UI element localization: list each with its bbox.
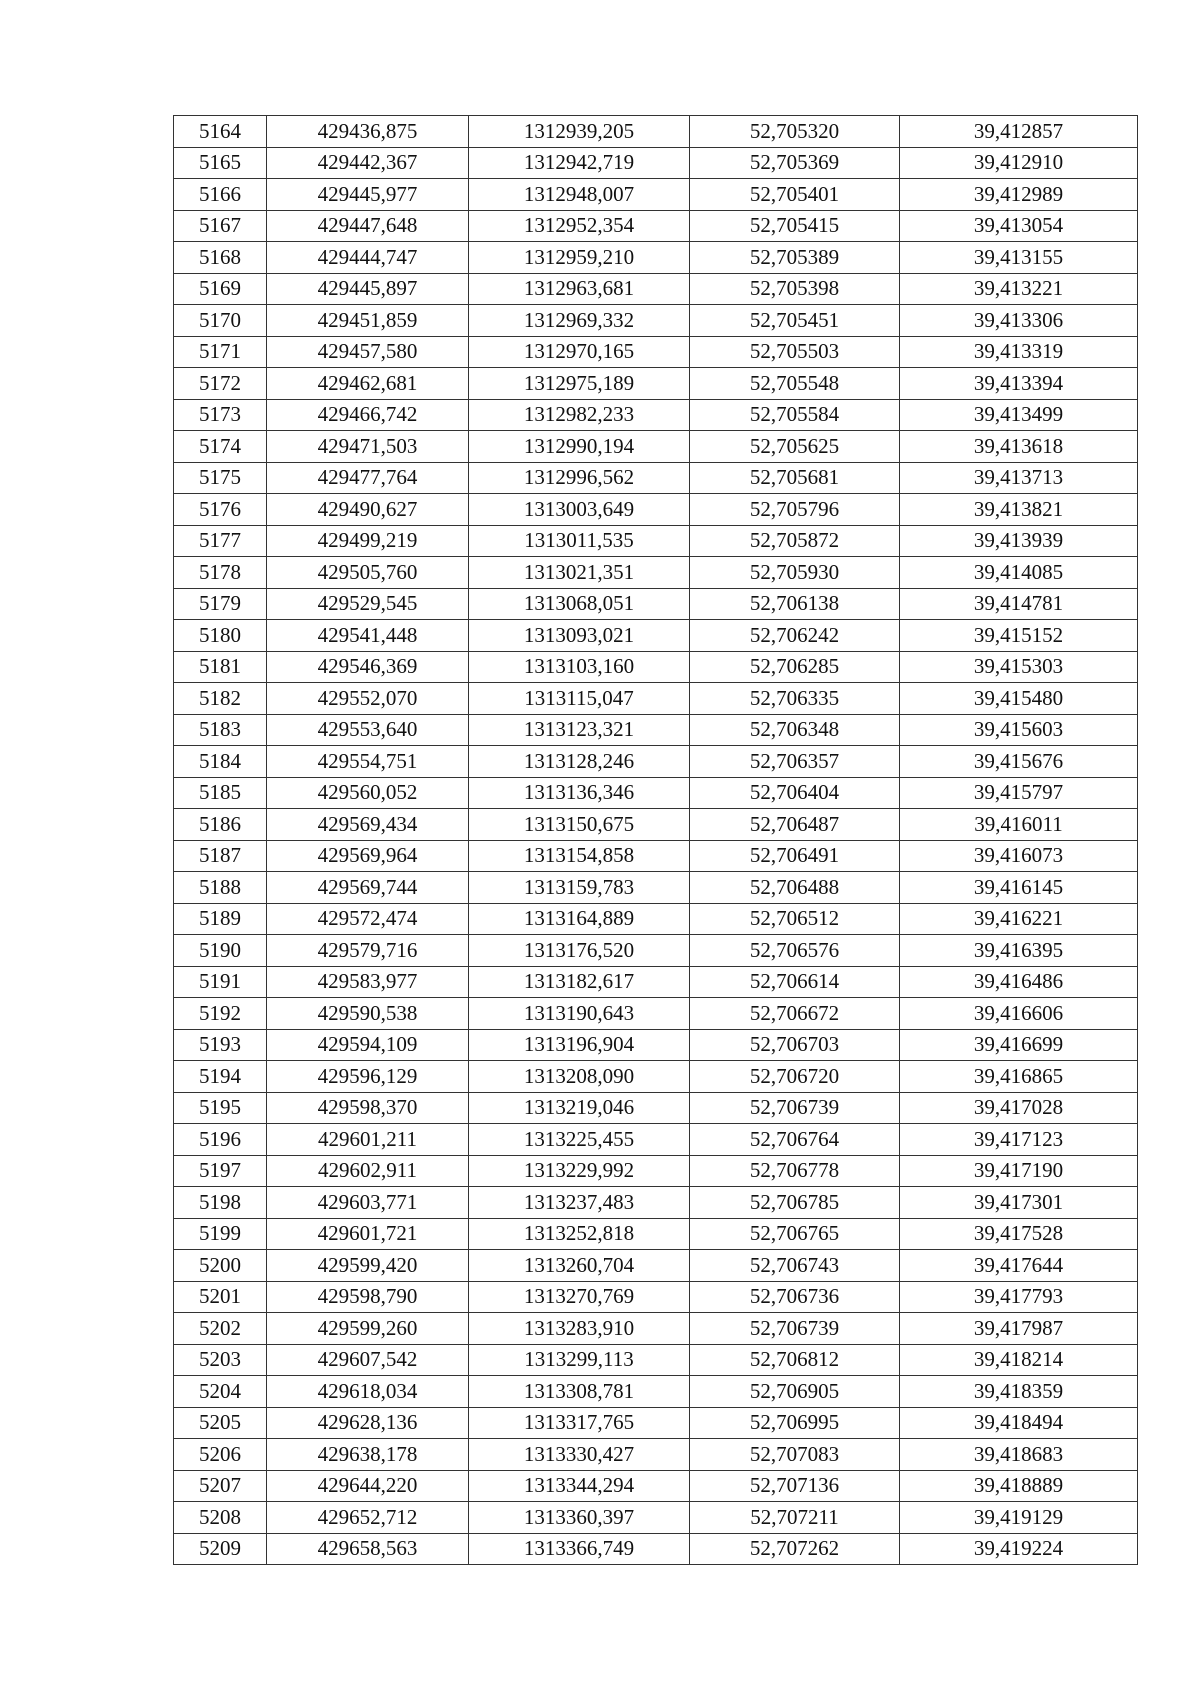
longitude-cell: 39,413618 bbox=[900, 431, 1138, 463]
table-row bbox=[174, 557, 1138, 589]
point-number-cell: 5193 bbox=[174, 1029, 267, 1061]
point-number-cell: 5180 bbox=[174, 620, 267, 652]
latitude-cell: 52,706736 bbox=[690, 1281, 900, 1313]
point-number-cell: 5166 bbox=[174, 179, 267, 211]
table-row bbox=[174, 840, 1138, 872]
table-row bbox=[174, 147, 1138, 179]
longitude-cell: 39,416606 bbox=[900, 998, 1138, 1030]
latitude-cell: 52,706488 bbox=[690, 872, 900, 904]
y-coordinate-cell: 1312942,719 bbox=[469, 147, 690, 179]
point-number-cell: 5204 bbox=[174, 1376, 267, 1408]
longitude-cell: 39,413499 bbox=[900, 399, 1138, 431]
y-coordinate-cell: 1313270,769 bbox=[469, 1281, 690, 1313]
y-coordinate-cell: 1313182,617 bbox=[469, 966, 690, 998]
longitude-cell: 39,418214 bbox=[900, 1344, 1138, 1376]
longitude-cell: 39,417793 bbox=[900, 1281, 1138, 1313]
y-coordinate-cell: 1313237,483 bbox=[469, 1187, 690, 1219]
table-row bbox=[174, 273, 1138, 305]
table-row bbox=[174, 525, 1138, 557]
y-coordinate-cell: 1313150,675 bbox=[469, 809, 690, 841]
longitude-cell: 39,416486 bbox=[900, 966, 1138, 998]
point-number-cell: 5186 bbox=[174, 809, 267, 841]
y-coordinate-cell: 1312982,233 bbox=[469, 399, 690, 431]
point-number-cell: 5196 bbox=[174, 1124, 267, 1156]
table-row bbox=[174, 1029, 1138, 1061]
y-coordinate-cell: 1313123,321 bbox=[469, 714, 690, 746]
point-number-cell: 5183 bbox=[174, 714, 267, 746]
y-coordinate-cell: 1313068,051 bbox=[469, 588, 690, 620]
table-row bbox=[174, 683, 1138, 715]
point-number-cell: 5205 bbox=[174, 1407, 267, 1439]
longitude-cell: 39,416221 bbox=[900, 903, 1138, 935]
y-coordinate-cell: 1312975,189 bbox=[469, 368, 690, 400]
latitude-cell: 52,706778 bbox=[690, 1155, 900, 1187]
y-coordinate-cell: 1313190,643 bbox=[469, 998, 690, 1030]
latitude-cell: 52,705681 bbox=[690, 462, 900, 494]
x-coordinate-cell: 429447,648 bbox=[267, 210, 469, 242]
x-coordinate-cell: 429603,771 bbox=[267, 1187, 469, 1219]
x-coordinate-cell: 429583,977 bbox=[267, 966, 469, 998]
point-number-cell: 5179 bbox=[174, 588, 267, 620]
table-row bbox=[174, 368, 1138, 400]
y-coordinate-cell: 1313103,160 bbox=[469, 651, 690, 683]
point-number-cell: 5189 bbox=[174, 903, 267, 935]
table-row bbox=[174, 336, 1138, 368]
longitude-cell: 39,413306 bbox=[900, 305, 1138, 337]
point-number-cell: 5197 bbox=[174, 1155, 267, 1187]
x-coordinate-cell: 429444,747 bbox=[267, 242, 469, 274]
latitude-cell: 52,706995 bbox=[690, 1407, 900, 1439]
point-number-cell: 5173 bbox=[174, 399, 267, 431]
y-coordinate-cell: 1313159,783 bbox=[469, 872, 690, 904]
y-coordinate-cell: 1313011,535 bbox=[469, 525, 690, 557]
table-row bbox=[174, 903, 1138, 935]
latitude-cell: 52,706576 bbox=[690, 935, 900, 967]
x-coordinate-cell: 429569,744 bbox=[267, 872, 469, 904]
point-number-cell: 5201 bbox=[174, 1281, 267, 1313]
latitude-cell: 52,705320 bbox=[690, 116, 900, 148]
longitude-cell: 39,417028 bbox=[900, 1092, 1138, 1124]
point-number-cell: 5181 bbox=[174, 651, 267, 683]
latitude-cell: 52,706348 bbox=[690, 714, 900, 746]
x-coordinate-cell: 429445,977 bbox=[267, 179, 469, 211]
table-row bbox=[174, 1092, 1138, 1124]
longitude-cell: 39,419129 bbox=[900, 1502, 1138, 1534]
latitude-cell: 52,705548 bbox=[690, 368, 900, 400]
x-coordinate-cell: 429569,964 bbox=[267, 840, 469, 872]
table-row bbox=[174, 431, 1138, 463]
point-number-cell: 5195 bbox=[174, 1092, 267, 1124]
y-coordinate-cell: 1313176,520 bbox=[469, 935, 690, 967]
longitude-cell: 39,418683 bbox=[900, 1439, 1138, 1471]
y-coordinate-cell: 1313093,021 bbox=[469, 620, 690, 652]
y-coordinate-cell: 1313021,351 bbox=[469, 557, 690, 589]
table-row bbox=[174, 1187, 1138, 1219]
point-number-cell: 5168 bbox=[174, 242, 267, 274]
table-row bbox=[174, 777, 1138, 809]
longitude-cell: 39,417123 bbox=[900, 1124, 1138, 1156]
table-row bbox=[174, 179, 1138, 211]
point-number-cell: 5206 bbox=[174, 1439, 267, 1471]
point-number-cell: 5191 bbox=[174, 966, 267, 998]
x-coordinate-cell: 429579,716 bbox=[267, 935, 469, 967]
y-coordinate-cell: 1313252,818 bbox=[469, 1218, 690, 1250]
point-number-cell: 5192 bbox=[174, 998, 267, 1030]
table-row bbox=[174, 998, 1138, 1030]
point-number-cell: 5203 bbox=[174, 1344, 267, 1376]
y-coordinate-cell: 1313360,397 bbox=[469, 1502, 690, 1534]
point-number-cell: 5208 bbox=[174, 1502, 267, 1534]
x-coordinate-cell: 429628,136 bbox=[267, 1407, 469, 1439]
x-coordinate-cell: 429652,712 bbox=[267, 1502, 469, 1534]
longitude-cell: 39,418359 bbox=[900, 1376, 1138, 1408]
longitude-cell: 39,413821 bbox=[900, 494, 1138, 526]
x-coordinate-cell: 429601,211 bbox=[267, 1124, 469, 1156]
table-row bbox=[174, 1533, 1138, 1565]
longitude-cell: 39,418494 bbox=[900, 1407, 1138, 1439]
x-coordinate-cell: 429466,742 bbox=[267, 399, 469, 431]
longitude-cell: 39,413939 bbox=[900, 525, 1138, 557]
longitude-cell: 39,416395 bbox=[900, 935, 1138, 967]
longitude-cell: 39,415152 bbox=[900, 620, 1138, 652]
coordinates-table bbox=[173, 115, 1138, 1565]
point-number-cell: 5194 bbox=[174, 1061, 267, 1093]
longitude-cell: 39,416073 bbox=[900, 840, 1138, 872]
longitude-cell: 39,416699 bbox=[900, 1029, 1138, 1061]
table-row bbox=[174, 1470, 1138, 1502]
point-number-cell: 5202 bbox=[174, 1313, 267, 1345]
y-coordinate-cell: 1313003,649 bbox=[469, 494, 690, 526]
x-coordinate-cell: 429572,474 bbox=[267, 903, 469, 935]
table-row bbox=[174, 588, 1138, 620]
y-coordinate-cell: 1312970,165 bbox=[469, 336, 690, 368]
table-row bbox=[174, 242, 1138, 274]
y-coordinate-cell: 1312963,681 bbox=[469, 273, 690, 305]
latitude-cell: 52,706764 bbox=[690, 1124, 900, 1156]
longitude-cell: 39,417528 bbox=[900, 1218, 1138, 1250]
point-number-cell: 5176 bbox=[174, 494, 267, 526]
x-coordinate-cell: 429477,764 bbox=[267, 462, 469, 494]
longitude-cell: 39,416145 bbox=[900, 872, 1138, 904]
y-coordinate-cell: 1313344,294 bbox=[469, 1470, 690, 1502]
y-coordinate-cell: 1312996,562 bbox=[469, 462, 690, 494]
longitude-cell: 39,414085 bbox=[900, 557, 1138, 589]
x-coordinate-cell: 429552,070 bbox=[267, 683, 469, 715]
table-row bbox=[174, 809, 1138, 841]
longitude-cell: 39,413713 bbox=[900, 462, 1138, 494]
table-row bbox=[174, 746, 1138, 778]
latitude-cell: 52,706404 bbox=[690, 777, 900, 809]
longitude-cell: 39,413319 bbox=[900, 336, 1138, 368]
longitude-cell: 39,417644 bbox=[900, 1250, 1138, 1282]
y-coordinate-cell: 1313260,704 bbox=[469, 1250, 690, 1282]
point-number-cell: 5207 bbox=[174, 1470, 267, 1502]
x-coordinate-cell: 429658,563 bbox=[267, 1533, 469, 1565]
y-coordinate-cell: 1312939,205 bbox=[469, 116, 690, 148]
x-coordinate-cell: 429553,640 bbox=[267, 714, 469, 746]
longitude-cell: 39,418889 bbox=[900, 1470, 1138, 1502]
x-coordinate-cell: 429560,052 bbox=[267, 777, 469, 809]
longitude-cell: 39,412910 bbox=[900, 147, 1138, 179]
longitude-cell: 39,416011 bbox=[900, 809, 1138, 841]
x-coordinate-cell: 429607,542 bbox=[267, 1344, 469, 1376]
x-coordinate-cell: 429569,434 bbox=[267, 809, 469, 841]
table-row bbox=[174, 1250, 1138, 1282]
latitude-cell: 52,706739 bbox=[690, 1313, 900, 1345]
latitude-cell: 52,706242 bbox=[690, 620, 900, 652]
y-coordinate-cell: 1313308,781 bbox=[469, 1376, 690, 1408]
point-number-cell: 5185 bbox=[174, 777, 267, 809]
longitude-cell: 39,417301 bbox=[900, 1187, 1138, 1219]
x-coordinate-cell: 429598,370 bbox=[267, 1092, 469, 1124]
table-row bbox=[174, 1502, 1138, 1534]
point-number-cell: 5171 bbox=[174, 336, 267, 368]
longitude-cell: 39,419224 bbox=[900, 1533, 1138, 1565]
y-coordinate-cell: 1312969,332 bbox=[469, 305, 690, 337]
point-number-cell: 5184 bbox=[174, 746, 267, 778]
table-row bbox=[174, 210, 1138, 242]
latitude-cell: 52,706285 bbox=[690, 651, 900, 683]
latitude-cell: 52,706739 bbox=[690, 1092, 900, 1124]
x-coordinate-cell: 429541,448 bbox=[267, 620, 469, 652]
latitude-cell: 52,705625 bbox=[690, 431, 900, 463]
point-number-cell: 5164 bbox=[174, 116, 267, 148]
x-coordinate-cell: 429596,129 bbox=[267, 1061, 469, 1093]
latitude-cell: 52,707136 bbox=[690, 1470, 900, 1502]
x-coordinate-cell: 429462,681 bbox=[267, 368, 469, 400]
latitude-cell: 52,705930 bbox=[690, 557, 900, 589]
longitude-cell: 39,414781 bbox=[900, 588, 1138, 620]
latitude-cell: 52,706905 bbox=[690, 1376, 900, 1408]
table-row bbox=[174, 305, 1138, 337]
x-coordinate-cell: 429554,751 bbox=[267, 746, 469, 778]
point-number-cell: 5172 bbox=[174, 368, 267, 400]
y-coordinate-cell: 1312952,354 bbox=[469, 210, 690, 242]
x-coordinate-cell: 429590,538 bbox=[267, 998, 469, 1030]
latitude-cell: 52,705369 bbox=[690, 147, 900, 179]
table-row bbox=[174, 1344, 1138, 1376]
longitude-cell: 39,415797 bbox=[900, 777, 1138, 809]
x-coordinate-cell: 429499,219 bbox=[267, 525, 469, 557]
y-coordinate-cell: 1313196,904 bbox=[469, 1029, 690, 1061]
x-coordinate-cell: 429594,109 bbox=[267, 1029, 469, 1061]
latitude-cell: 52,706491 bbox=[690, 840, 900, 872]
point-number-cell: 5187 bbox=[174, 840, 267, 872]
table-row bbox=[174, 1407, 1138, 1439]
latitude-cell: 52,706138 bbox=[690, 588, 900, 620]
x-coordinate-cell: 429490,627 bbox=[267, 494, 469, 526]
latitude-cell: 52,705584 bbox=[690, 399, 900, 431]
latitude-cell: 52,706487 bbox=[690, 809, 900, 841]
point-number-cell: 5209 bbox=[174, 1533, 267, 1565]
latitude-cell: 52,707083 bbox=[690, 1439, 900, 1471]
table-row bbox=[174, 1061, 1138, 1093]
latitude-cell: 52,706672 bbox=[690, 998, 900, 1030]
latitude-cell: 52,707211 bbox=[690, 1502, 900, 1534]
x-coordinate-cell: 429436,875 bbox=[267, 116, 469, 148]
x-coordinate-cell: 429598,790 bbox=[267, 1281, 469, 1313]
table-row bbox=[174, 651, 1138, 683]
y-coordinate-cell: 1312990,194 bbox=[469, 431, 690, 463]
y-coordinate-cell: 1313229,992 bbox=[469, 1155, 690, 1187]
point-number-cell: 5190 bbox=[174, 935, 267, 967]
x-coordinate-cell: 429601,721 bbox=[267, 1218, 469, 1250]
x-coordinate-cell: 429457,580 bbox=[267, 336, 469, 368]
point-number-cell: 5178 bbox=[174, 557, 267, 589]
point-number-cell: 5200 bbox=[174, 1250, 267, 1282]
latitude-cell: 52,706765 bbox=[690, 1218, 900, 1250]
x-coordinate-cell: 429445,897 bbox=[267, 273, 469, 305]
x-coordinate-cell: 429505,760 bbox=[267, 557, 469, 589]
table-row bbox=[174, 935, 1138, 967]
table-row bbox=[174, 1218, 1138, 1250]
x-coordinate-cell: 429529,545 bbox=[267, 588, 469, 620]
longitude-cell: 39,415676 bbox=[900, 746, 1138, 778]
longitude-cell: 39,417987 bbox=[900, 1313, 1138, 1345]
x-coordinate-cell: 429618,034 bbox=[267, 1376, 469, 1408]
latitude-cell: 52,705398 bbox=[690, 273, 900, 305]
point-number-cell: 5167 bbox=[174, 210, 267, 242]
latitude-cell: 52,705401 bbox=[690, 179, 900, 211]
latitude-cell: 52,706512 bbox=[690, 903, 900, 935]
y-coordinate-cell: 1312959,210 bbox=[469, 242, 690, 274]
latitude-cell: 52,705503 bbox=[690, 336, 900, 368]
y-coordinate-cell: 1313208,090 bbox=[469, 1061, 690, 1093]
longitude-cell: 39,412857 bbox=[900, 116, 1138, 148]
longitude-cell: 39,413221 bbox=[900, 273, 1138, 305]
longitude-cell: 39,415480 bbox=[900, 683, 1138, 715]
latitude-cell: 52,706703 bbox=[690, 1029, 900, 1061]
table-row bbox=[174, 1124, 1138, 1156]
table-row bbox=[174, 1155, 1138, 1187]
y-coordinate-cell: 1313299,113 bbox=[469, 1344, 690, 1376]
latitude-cell: 52,706720 bbox=[690, 1061, 900, 1093]
latitude-cell: 52,706357 bbox=[690, 746, 900, 778]
table-row bbox=[174, 1376, 1138, 1408]
table-row bbox=[174, 1313, 1138, 1345]
y-coordinate-cell: 1313366,749 bbox=[469, 1533, 690, 1565]
table-row bbox=[174, 714, 1138, 746]
longitude-cell: 39,413394 bbox=[900, 368, 1138, 400]
y-coordinate-cell: 1313317,765 bbox=[469, 1407, 690, 1439]
latitude-cell: 52,705415 bbox=[690, 210, 900, 242]
y-coordinate-cell: 1313219,046 bbox=[469, 1092, 690, 1124]
table-row bbox=[174, 399, 1138, 431]
latitude-cell: 52,705389 bbox=[690, 242, 900, 274]
latitude-cell: 52,706812 bbox=[690, 1344, 900, 1376]
point-number-cell: 5188 bbox=[174, 872, 267, 904]
latitude-cell: 52,705451 bbox=[690, 305, 900, 337]
longitude-cell: 39,413054 bbox=[900, 210, 1138, 242]
x-coordinate-cell: 429442,367 bbox=[267, 147, 469, 179]
point-number-cell: 5177 bbox=[174, 525, 267, 557]
point-number-cell: 5174 bbox=[174, 431, 267, 463]
x-coordinate-cell: 429644,220 bbox=[267, 1470, 469, 1502]
point-number-cell: 5182 bbox=[174, 683, 267, 715]
y-coordinate-cell: 1313164,889 bbox=[469, 903, 690, 935]
longitude-cell: 39,416865 bbox=[900, 1061, 1138, 1093]
latitude-cell: 52,706614 bbox=[690, 966, 900, 998]
point-number-cell: 5199 bbox=[174, 1218, 267, 1250]
y-coordinate-cell: 1313115,047 bbox=[469, 683, 690, 715]
latitude-cell: 52,706335 bbox=[690, 683, 900, 715]
point-number-cell: 5169 bbox=[174, 273, 267, 305]
x-coordinate-cell: 429599,260 bbox=[267, 1313, 469, 1345]
x-coordinate-cell: 429451,859 bbox=[267, 305, 469, 337]
y-coordinate-cell: 1313136,346 bbox=[469, 777, 690, 809]
longitude-cell: 39,417190 bbox=[900, 1155, 1138, 1187]
point-number-cell: 5170 bbox=[174, 305, 267, 337]
table-row bbox=[174, 872, 1138, 904]
latitude-cell: 52,707262 bbox=[690, 1533, 900, 1565]
point-number-cell: 5165 bbox=[174, 147, 267, 179]
longitude-cell: 39,413155 bbox=[900, 242, 1138, 274]
point-number-cell: 5175 bbox=[174, 462, 267, 494]
table-row bbox=[174, 494, 1138, 526]
y-coordinate-cell: 1313225,455 bbox=[469, 1124, 690, 1156]
y-coordinate-cell: 1313128,246 bbox=[469, 746, 690, 778]
latitude-cell: 52,706785 bbox=[690, 1187, 900, 1219]
table-row bbox=[174, 462, 1138, 494]
table-row bbox=[174, 1439, 1138, 1471]
x-coordinate-cell: 429638,178 bbox=[267, 1439, 469, 1471]
longitude-cell: 39,415303 bbox=[900, 651, 1138, 683]
point-number-cell: 5198 bbox=[174, 1187, 267, 1219]
x-coordinate-cell: 429471,503 bbox=[267, 431, 469, 463]
x-coordinate-cell: 429599,420 bbox=[267, 1250, 469, 1282]
longitude-cell: 39,412989 bbox=[900, 179, 1138, 211]
latitude-cell: 52,706743 bbox=[690, 1250, 900, 1282]
coordinates-table-body bbox=[174, 116, 1138, 1565]
latitude-cell: 52,705872 bbox=[690, 525, 900, 557]
y-coordinate-cell: 1312948,007 bbox=[469, 179, 690, 211]
y-coordinate-cell: 1313154,858 bbox=[469, 840, 690, 872]
x-coordinate-cell: 429602,911 bbox=[267, 1155, 469, 1187]
y-coordinate-cell: 1313283,910 bbox=[469, 1313, 690, 1345]
table-row bbox=[174, 1281, 1138, 1313]
y-coordinate-cell: 1313330,427 bbox=[469, 1439, 690, 1471]
x-coordinate-cell: 429546,369 bbox=[267, 651, 469, 683]
table-row bbox=[174, 116, 1138, 148]
longitude-cell: 39,415603 bbox=[900, 714, 1138, 746]
table-row bbox=[174, 966, 1138, 998]
latitude-cell: 52,705796 bbox=[690, 494, 900, 526]
table-row bbox=[174, 620, 1138, 652]
